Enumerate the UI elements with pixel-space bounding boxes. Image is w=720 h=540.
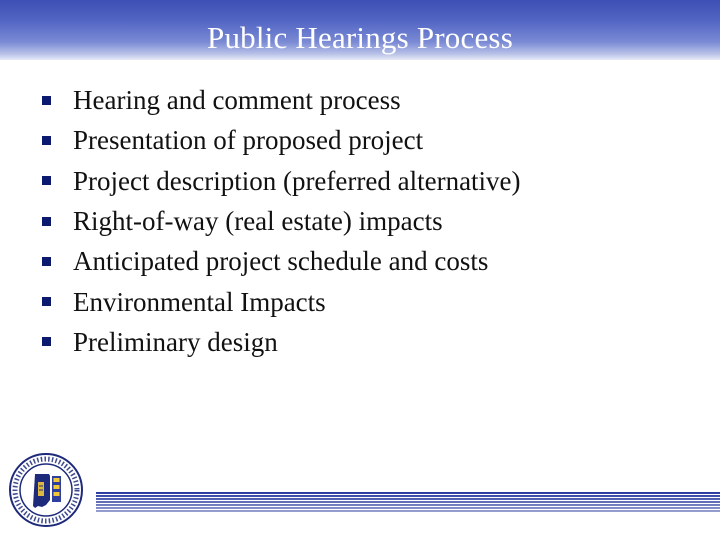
list-item <box>42 120 521 160</box>
list-item <box>42 201 521 241</box>
bullet-text: Preliminary design <box>73 326 278 357</box>
bullet-square-icon <box>42 217 51 226</box>
bullet-text: Hearing and comment process <box>73 85 401 116</box>
bullet-square-icon <box>42 297 51 306</box>
bullet-text: Project description (preferred alternative) <box>73 165 521 196</box>
bullet-list <box>42 80 521 362</box>
list-item <box>42 80 521 120</box>
list-item <box>42 281 521 321</box>
bullet-square-icon <box>42 96 51 105</box>
bullet-square-icon <box>42 337 51 346</box>
bullet-text: Environmental Impacts <box>73 286 326 317</box>
footer-rule-fade <box>96 492 720 513</box>
list-item <box>42 322 521 362</box>
list-item <box>42 241 521 281</box>
indot-seal-icon <box>8 452 84 528</box>
bullet-square-icon <box>42 136 51 145</box>
list-item <box>42 161 521 201</box>
bullet-text: Presentation of proposed project <box>73 125 424 156</box>
bullet-square-icon <box>42 176 51 185</box>
bullet-text: Anticipated project schedule and costs <box>73 246 489 277</box>
bullet-text: Right-of-way (real estate) impacts <box>73 206 443 237</box>
slide-title: Public Hearings Process <box>207 20 513 55</box>
bullet-square-icon <box>42 257 51 266</box>
